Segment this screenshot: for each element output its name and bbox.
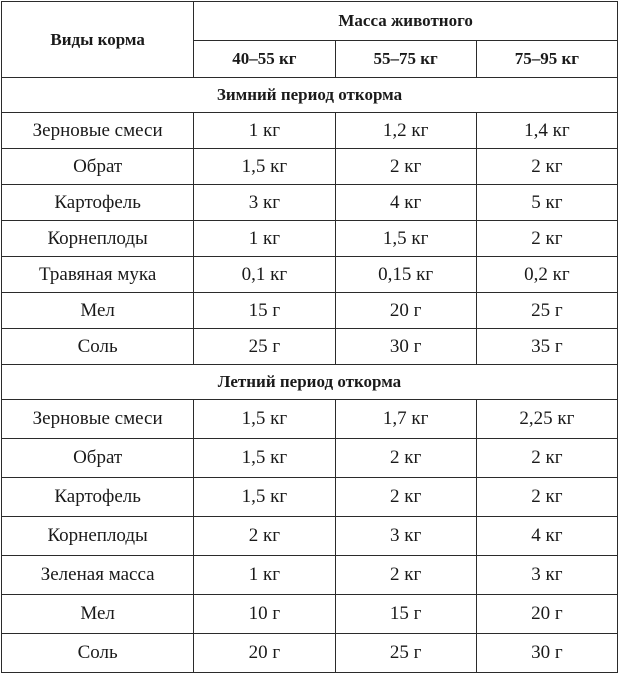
feed-name-cell: Соль <box>2 329 194 365</box>
feed-name-cell: Картофель <box>2 478 194 517</box>
table-row <box>2 185 618 221</box>
header-row-1 <box>2 2 618 41</box>
amount-cell: 30 г <box>476 634 617 673</box>
feed-ration-table <box>1 1 618 673</box>
table-row <box>2 634 618 673</box>
feed-name-cell: Мел <box>2 595 194 634</box>
feed-name-cell: Травяная мука <box>2 257 194 293</box>
mass-range-header: 40–55 кг <box>194 41 335 78</box>
amount-cell: 2 кг <box>476 478 617 517</box>
amount-cell: 2 кг <box>476 221 617 257</box>
table-row <box>2 400 618 439</box>
section-header-row <box>2 78 618 113</box>
table-row <box>2 329 618 365</box>
amount-cell: 25 г <box>194 329 335 365</box>
amount-cell: 5 кг <box>476 185 617 221</box>
amount-cell: 2 кг <box>335 439 476 478</box>
amount-cell: 20 г <box>476 595 617 634</box>
winter-section <box>2 78 618 365</box>
feed-name-cell: Обрат <box>2 149 194 185</box>
table-row <box>2 113 618 149</box>
feed-name-cell: Обрат <box>2 439 194 478</box>
mass-range-header: 75–95 кг <box>476 41 617 78</box>
table-row <box>2 257 618 293</box>
table-row <box>2 221 618 257</box>
feed-name-cell: Корнеплоды <box>2 221 194 257</box>
summer-section <box>2 365 618 673</box>
table-row <box>2 478 618 517</box>
feed-name-cell: Картофель <box>2 185 194 221</box>
table-row <box>2 439 618 478</box>
amount-cell: 25 г <box>335 634 476 673</box>
table-row <box>2 293 618 329</box>
feed-name-cell: Соль <box>2 634 194 673</box>
section-header-row <box>2 365 618 400</box>
amount-cell: 30 г <box>335 329 476 365</box>
table-row <box>2 149 618 185</box>
amount-cell: 1,5 кг <box>335 221 476 257</box>
table-row <box>2 595 618 634</box>
animal-mass-header: Масса животного <box>194 2 618 41</box>
amount-cell: 2 кг <box>335 149 476 185</box>
amount-cell: 4 кг <box>335 185 476 221</box>
table-header <box>2 2 618 78</box>
amount-cell: 0,2 кг <box>476 257 617 293</box>
mass-range-header: 55–75 кг <box>335 41 476 78</box>
amount-cell: 1,4 кг <box>476 113 617 149</box>
section-title: Зимний период откорма <box>2 78 618 113</box>
amount-cell: 20 г <box>335 293 476 329</box>
amount-cell: 10 г <box>194 595 335 634</box>
amount-cell: 2 кг <box>476 439 617 478</box>
feed-types-header: Виды корма <box>2 2 194 78</box>
amount-cell: 1,5 кг <box>194 478 335 517</box>
amount-cell: 1,7 кг <box>335 400 476 439</box>
amount-cell: 3 кг <box>194 185 335 221</box>
amount-cell: 0,1 кг <box>194 257 335 293</box>
table-row <box>2 556 618 595</box>
amount-cell: 4 кг <box>476 517 617 556</box>
amount-cell: 1 кг <box>194 556 335 595</box>
section-title: Летний период откорма <box>2 365 618 400</box>
feed-name-cell: Зеленая масса <box>2 556 194 595</box>
table-row <box>2 517 618 556</box>
feed-name-cell: Мел <box>2 293 194 329</box>
amount-cell: 15 г <box>194 293 335 329</box>
amount-cell: 1,5 кг <box>194 439 335 478</box>
amount-cell: 2 кг <box>476 149 617 185</box>
amount-cell: 1,5 кг <box>194 400 335 439</box>
feed-name-cell: Зерновые смеси <box>2 113 194 149</box>
amount-cell: 25 г <box>476 293 617 329</box>
amount-cell: 1 кг <box>194 113 335 149</box>
amount-cell: 3 кг <box>476 556 617 595</box>
amount-cell: 0,15 кг <box>335 257 476 293</box>
amount-cell: 1,5 кг <box>194 149 335 185</box>
feed-name-cell: Зерновые смеси <box>2 400 194 439</box>
amount-cell: 20 г <box>194 634 335 673</box>
amount-cell: 15 г <box>335 595 476 634</box>
amount-cell: 2 кг <box>194 517 335 556</box>
amount-cell: 3 кг <box>335 517 476 556</box>
amount-cell: 2 кг <box>335 478 476 517</box>
amount-cell: 2 кг <box>335 556 476 595</box>
amount-cell: 1,2 кг <box>335 113 476 149</box>
feed-name-cell: Корнеплоды <box>2 517 194 556</box>
amount-cell: 1 кг <box>194 221 335 257</box>
amount-cell: 2,25 кг <box>476 400 617 439</box>
amount-cell: 35 г <box>476 329 617 365</box>
